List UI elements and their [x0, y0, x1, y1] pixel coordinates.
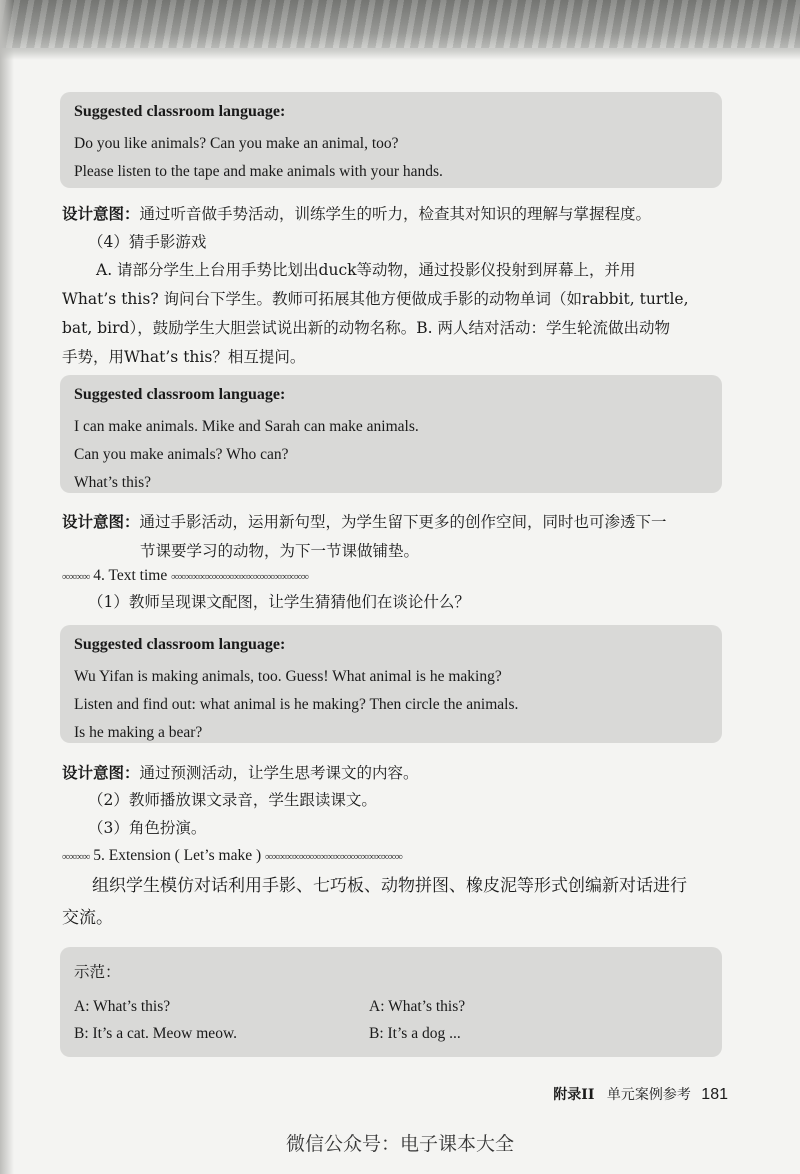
dialogue-line: A: What’s this? [74, 998, 171, 1015]
para-line: bat, bird），鼓励学生大胆尝试说出新的动物名称。B. 两人结对活动：学生轮流做出动物 [62, 319, 670, 337]
step-4-heading [62, 565, 308, 588]
intent-label: 设计意图： [62, 512, 140, 531]
box-line: Please listen to the tape and make animals with your hands. [74, 163, 443, 180]
intent-label: 设计意图： [62, 763, 140, 782]
footer-section: 附录II [553, 1087, 595, 1103]
intent-label: 设计意图： [62, 204, 140, 223]
paragraph-a [62, 256, 742, 372]
design-intent-2 [62, 507, 667, 566]
demo-dialogue-left [74, 993, 369, 1047]
para-line: What’s this? 询问台下学生。教师可拓展其他方便做成手影的动物单词（如rabbit, turtle, [62, 290, 689, 308]
design-intent-1 [62, 199, 651, 229]
subsection-text-3: （3）角色扮演。 [88, 819, 207, 837]
box-line: I can make animals. Mike and Sarah can make animals. [74, 418, 419, 435]
dialogue-line: A: What’s this? [369, 998, 466, 1015]
demo-dialogues [74, 993, 708, 1047]
box-line: Is he making a bear? [74, 724, 203, 741]
classroom-language-box-1 [60, 92, 722, 188]
wave-ornament: ∞∞∞∞ [62, 571, 90, 583]
box-line: Listen and find out: what animal is he making? Then circle the animals. [74, 696, 519, 713]
subsection-text-1: （1）教师呈现课文配图，让学生猜猜他们在谈论什么？ [88, 593, 470, 611]
intent-text: 通过手影活动，运用新句型，为学生留下更多的创作空间，同时也可渗透下一 [139, 513, 667, 531]
intent-text: 通过听音做手势活动，训练学生的听力，检查其对知识的理解与掌握程度。 [139, 205, 652, 223]
para-line: 组织学生模仿对话利用手影、七巧板、动物拼图、橡皮泥等形式创编新对话进行 [92, 876, 687, 896]
classroom-language-box-3 [60, 625, 722, 743]
para-line: 交流。 [62, 908, 113, 928]
step-5-heading [62, 845, 402, 868]
dialogue-line: B: It’s a cat. Meow meow. [74, 1025, 237, 1042]
extension-paragraph [62, 870, 742, 934]
subsection-4: （4）猜手影游戏 [88, 233, 207, 251]
subsection-text-2: （2）教师播放课文录音，学生跟读课文。 [88, 791, 377, 809]
page-footer [553, 1085, 728, 1105]
box-line: What’s this? [74, 474, 152, 491]
classroom-language-box-2 [60, 375, 722, 493]
design-intent-3 [62, 758, 419, 788]
box-line: Can you make animals? Who can? [74, 446, 289, 463]
step-label: 5. Extension ( Let’s make ) [93, 847, 262, 864]
footer-subtitle: 单元案例参考 [606, 1087, 691, 1103]
wave-ornament: ∞∞∞∞ [62, 851, 90, 863]
box-title: Suggested classroom language: [74, 636, 286, 653]
intent-text: 通过预测活动，让学生思考课文的内容。 [139, 764, 419, 782]
page-number: 181 [701, 1086, 728, 1103]
para-line: 手势，用What’s this？相互提问。 [62, 348, 306, 366]
demo-title: 示范： [74, 963, 121, 981]
demo-dialogue-right [369, 993, 664, 1047]
step-label: 4. Text time [93, 567, 168, 584]
wave-ornament: ∞∞∞∞∞∞∞∞∞∞∞∞∞∞∞∞∞∞∞∞ [265, 851, 402, 863]
dialogue-line: B: It’s a dog ... [369, 1025, 461, 1042]
intent-text: 节课要学习的动物，为下一节课做铺垫。 [140, 542, 420, 560]
wechat-watermark: 微信公众号：电子课本大全 [285, 1133, 514, 1155]
wave-ornament: ∞∞∞∞∞∞∞∞∞∞∞∞∞∞∞∞∞∞∞∞ [171, 571, 308, 583]
box-line: Wu Yifan is making animals, too. Guess! What animal is he making? [74, 668, 502, 685]
box-line: Do you like animals? Can you make an animal, too? [74, 135, 399, 152]
demo-box [60, 947, 722, 1057]
box-title: Suggested classroom language: [74, 103, 286, 120]
box-title: Suggested classroom language: [74, 386, 286, 403]
para-line: A. 请部分学生上台用手势比划出duck等动物，通过投影仪投射到屏幕上，并用 [96, 261, 636, 279]
